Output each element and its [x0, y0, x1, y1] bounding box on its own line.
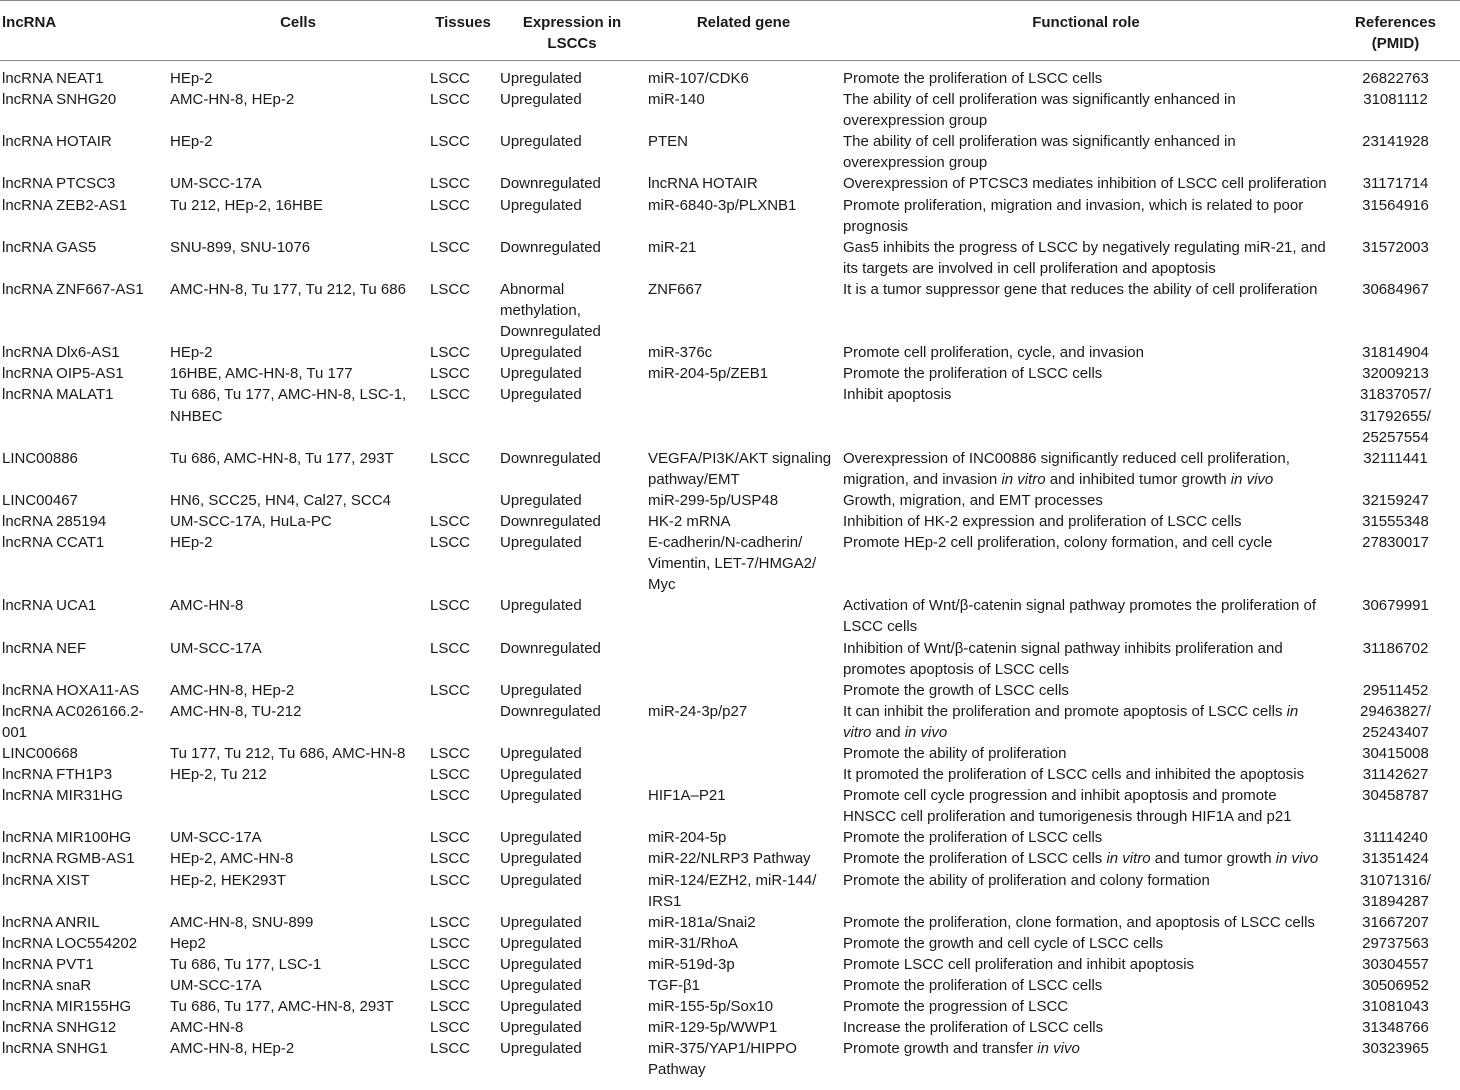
- cell-expression: Downregulated: [500, 702, 601, 720]
- cell-references: 30679991: [1362, 597, 1429, 615]
- cell-expression: Upregulated: [500, 913, 582, 931]
- cell-references: 27830017: [1362, 534, 1429, 552]
- cell-related-gene: miR-519d-3p: [648, 955, 735, 973]
- cell-tissues: LSCC: [430, 766, 471, 784]
- cell-cells: AMC-HN-8, HEp-2: [170, 1040, 295, 1058]
- cell-related-gene: HIF1A–P21: [648, 787, 726, 805]
- table-row: [0, 996, 1460, 1017]
- cell-tissues: LSCC: [430, 365, 471, 383]
- cell-related-gene: miR-31/RhoA: [648, 934, 739, 952]
- cell-tissues: LSCC: [430, 70, 471, 87]
- cell-expression: Upregulated: [500, 1040, 582, 1058]
- cell-lncrna: lncRNA XIST: [2, 871, 90, 889]
- cell-related-gene: TGF-β1: [648, 977, 700, 995]
- cell-expression: Downregulated: [500, 238, 601, 256]
- cell-related-gene: ZNF667: [648, 280, 703, 298]
- cell-functional-role: Overexpression of PTCSC3 mediates inhibition of LSCC cell proliferation: [843, 175, 1327, 193]
- cell-references: 30304557: [1362, 955, 1429, 973]
- cell-functional-role: Promote the ability of proliferation and colony formation: [843, 871, 1210, 889]
- cell-related-gene: PTEN: [648, 133, 689, 151]
- cell-functional-role: Inhibition of HK-2 expression and proliferation of LSCC cells: [843, 512, 1242, 530]
- cell-cells: AMC-HN-8, Tu 177, Tu 212, Tu 686: [170, 280, 406, 298]
- cell-related-gene: miR-155-5p/Sox10: [648, 998, 774, 1016]
- table-row: [0, 237, 1460, 279]
- cell-lncrna: lncRNA SNHG20: [2, 91, 117, 109]
- table-row: [0, 848, 1460, 869]
- cell-lncrna: lncRNA PTCSC3: [2, 175, 116, 193]
- cell-related-gene: miR-140: [648, 91, 705, 109]
- cell-expression: Upregulated: [500, 766, 582, 784]
- cell-expression: Downregulated: [500, 639, 601, 657]
- cell-cells: HEp-2: [170, 534, 213, 552]
- table-row: [0, 1038, 1460, 1080]
- cell-references: 31171714: [1362, 175, 1429, 193]
- table-row: [0, 912, 1460, 933]
- cell-related-gene: [646, 595, 841, 637]
- cell-references: 31142627: [1362, 766, 1429, 784]
- table-row: [0, 173, 1460, 194]
- cell-lncrna: lncRNA ANRIL: [2, 913, 100, 931]
- table-row: [0, 954, 1460, 975]
- table-row: [0, 764, 1460, 785]
- cell-expression: Downregulated: [500, 175, 601, 193]
- cell-cells: Hep2: [170, 934, 206, 952]
- cell-cells: Tu 686, Tu 177, LSC-1: [170, 955, 322, 973]
- cell-cells: SNU-899, SNU-1076: [170, 238, 311, 256]
- col-header-related-gene: Related gene: [646, 1, 841, 61]
- cell-references: 31081043: [1362, 998, 1429, 1016]
- cell-references: 32111441: [1363, 449, 1428, 467]
- cell-cells: HN6, SCC25, HN4, Cal27, SCC4: [170, 491, 391, 509]
- cell-tissues: LSCC: [430, 449, 471, 467]
- cell-related-gene: miR-24-3p/p27: [648, 702, 748, 720]
- cell-lncrna: lncRNA GAS5: [2, 238, 97, 256]
- cell-cells: Tu 686, Tu 177, AMC-HN-8, 293T: [170, 998, 394, 1016]
- cell-cells: HEp-2: [170, 70, 213, 87]
- cell-lncrna: lncRNA HOTAIR: [2, 133, 112, 151]
- table-row: [0, 342, 1460, 363]
- cell-tissues: LSCC: [430, 639, 471, 657]
- cell-references: 31814904: [1362, 344, 1429, 362]
- cell-related-gene: miR-376c: [648, 344, 713, 362]
- cell-functional-role: Promote the growth and cell cycle of LSCC cells: [843, 934, 1164, 952]
- table-row: [0, 595, 1460, 637]
- cell-references: 31071316/ 31894287: [1360, 871, 1431, 910]
- cell-functional-role: Promote the proliferation of LSCC cells: [843, 977, 1103, 995]
- cell-tissues: LSCC: [430, 512, 471, 530]
- cell-tissues: LSCC: [430, 91, 471, 109]
- cell-functional-role: It can inhibit the proliferation and promote apoptosis of LSCC cells in vitro and in vivo: [843, 702, 1299, 741]
- cell-tissues: LSCC: [430, 344, 471, 362]
- cell-references: 31555348: [1362, 512, 1429, 530]
- cell-related-gene: [646, 384, 841, 447]
- cell-lncrna: lncRNA RGMB-AS1: [2, 850, 135, 868]
- cell-tissues: LSCC: [430, 871, 471, 889]
- cell-tissues: LSCC: [430, 913, 471, 931]
- table-row: [0, 532, 1460, 595]
- cell-lncrna: lncRNA Dlx6-AS1: [2, 344, 120, 362]
- cell-functional-role: Promote LSCC cell proliferation and inhibit apoptosis: [843, 955, 1195, 973]
- cell-tissues: LSCC: [430, 597, 471, 615]
- header-row: [0, 1, 1460, 61]
- table-row: [0, 743, 1460, 764]
- cell-functional-role: It is a tumor suppressor gene that reduces the ability of cell proliferation: [843, 280, 1318, 298]
- cell-references: 31351424: [1362, 850, 1429, 868]
- col-header-cells: Cells: [168, 1, 428, 61]
- cell-references: 31837057/ 31792655/ 25257554: [1360, 386, 1431, 446]
- cell-tissues: LSCC: [430, 196, 471, 214]
- cell-tissues: LSCC: [430, 534, 471, 552]
- cell-related-gene: miR-299-5p/USP48: [648, 491, 779, 509]
- cell-lncrna: lncRNA CCAT1: [2, 534, 105, 552]
- cell-functional-role: Activation of Wnt/β-catenin signal pathway promotes the proliferation of LSCC cells: [843, 597, 1317, 636]
- cell-expression: Upregulated: [500, 344, 582, 362]
- cell-expression: Upregulated: [500, 681, 582, 699]
- col-header-references: References (PMID): [1331, 1, 1460, 61]
- cell-expression: Upregulated: [500, 70, 582, 87]
- cell-references: 31081112: [1363, 91, 1428, 109]
- cell-lncrna: lncRNA SNHG12: [2, 1019, 117, 1037]
- cell-related-gene: miR-375/YAP1/HIPPO Pathway: [648, 1040, 797, 1079]
- cell-cells: UM-SCC-17A: [170, 639, 262, 657]
- cell-tissues: LSCC: [430, 681, 471, 699]
- cell-expression: Upregulated: [500, 829, 582, 847]
- cell-tissues: LSCC: [430, 787, 471, 805]
- cell-functional-role: The ability of cell proliferation was significantly enhanced in overexpression group: [843, 91, 1236, 130]
- cell-expression: Upregulated: [500, 133, 582, 151]
- cell-functional-role: Promote the progression of LSCC: [843, 998, 1069, 1016]
- cell-tissues: LSCC: [430, 977, 471, 995]
- cell-cells: Tu 177, Tu 212, Tu 686, AMC-HN-8: [170, 745, 406, 762]
- cell-functional-role: Inhibition of Wnt/β-catenin signal pathway inhibits proliferation and promotes apoptosis of LSCC cells: [843, 639, 1283, 678]
- cell-tissues: LSCC: [430, 1040, 471, 1058]
- table-row: [0, 195, 1460, 237]
- cell-lncrna: lncRNA MALAT1: [2, 386, 114, 404]
- cell-functional-role: Promote the proliferation of LSCC cells in vitro and tumor growth in vivo: [843, 850, 1319, 868]
- cell-related-gene: miR-124/EZH2, miR-144/ IRS1: [648, 871, 817, 910]
- cell-references: 31186702: [1362, 639, 1429, 657]
- cell-lncrna: lncRNA AC026166.2-001: [2, 702, 144, 741]
- cell-expression: Upregulated: [500, 745, 582, 762]
- cell-lncrna: lncRNA MIR100HG: [2, 829, 132, 847]
- cell-tissues: LSCC: [430, 386, 471, 404]
- cell-references: 30684967: [1362, 280, 1429, 298]
- cell-cells: Tu 686, AMC-HN-8, Tu 177, 293T: [170, 449, 394, 467]
- table-row: [0, 680, 1460, 701]
- cell-functional-role: Inhibit apoptosis: [843, 386, 952, 404]
- cell-references: 31114240: [1363, 829, 1428, 847]
- cell-cells: HEp-2, Tu 212: [170, 766, 267, 784]
- cell-tissues: LSCC: [430, 955, 471, 973]
- cell-lncrna: lncRNA UCA1: [2, 597, 97, 615]
- cell-related-gene: [646, 743, 841, 764]
- cell-references: 32009213: [1362, 365, 1429, 383]
- cell-expression: Downregulated: [500, 512, 601, 530]
- cell-references: 26822763: [1362, 70, 1429, 87]
- cell-cells: UM-SCC-17A: [170, 977, 262, 995]
- cell-references: 30323965: [1362, 1040, 1429, 1058]
- cell-lncrna: lncRNA HOXA11-AS: [2, 681, 140, 699]
- table-row: [0, 933, 1460, 954]
- cell-expression: Upregulated: [500, 955, 582, 973]
- table-row: [0, 490, 1460, 511]
- cell-references: 30415008: [1362, 745, 1429, 762]
- table-row: [0, 701, 1460, 743]
- cell-related-gene: VEGFA/PI3K/AKT signaling pathway/EMT: [648, 449, 832, 488]
- cell-functional-role: Growth, migration, and EMT processes: [843, 491, 1103, 509]
- cell-functional-role: Promote the growth of LSCC cells: [843, 681, 1069, 699]
- cell-cells: AMC-HN-8, TU-212: [170, 702, 302, 720]
- cell-tissues: LSCC: [430, 934, 471, 952]
- cell-cells: [168, 785, 428, 827]
- cell-lncrna: lncRNA snaR: [2, 977, 92, 995]
- cell-cells: 16HBE, AMC-HN-8, Tu 177: [170, 365, 353, 383]
- cell-lncrna: lncRNA MIR155HG: [2, 998, 132, 1016]
- table-row: [0, 870, 1460, 912]
- cell-expression: Abnormal methylation, Downregulated: [500, 280, 601, 341]
- cell-functional-role: Promote HEp-2 cell proliferation, colony formation, and cell cycle: [843, 534, 1273, 552]
- cell-lncrna: lncRNA FTH1P3: [2, 766, 113, 784]
- table-row: [0, 827, 1460, 848]
- cell-lncrna: lncRNA MIR31HG: [2, 787, 123, 805]
- cell-related-gene: miR-6840-3p/PLXNB1: [648, 196, 797, 214]
- cell-related-gene: miR-107/CDK6: [648, 70, 749, 87]
- table-row: [0, 785, 1460, 827]
- col-header-lncrna: lncRNA: [0, 1, 168, 61]
- cell-tissues: LSCC: [430, 745, 471, 762]
- cell-tissues: [428, 490, 498, 511]
- cell-cells: UM-SCC-17A: [170, 175, 262, 193]
- table-row: [0, 975, 1460, 996]
- cell-related-gene: [646, 638, 841, 680]
- cell-references: 23141928: [1362, 133, 1429, 151]
- table-row: [0, 638, 1460, 680]
- col-header-tissues: Tissues: [428, 1, 498, 61]
- cell-lncrna: LINC00467: [2, 491, 78, 509]
- cell-related-gene: [646, 680, 841, 701]
- cell-cells: UM-SCC-17A, HuLa-PC: [170, 512, 332, 530]
- cell-lncrna: lncRNA OIP5-AS1: [2, 365, 124, 383]
- cell-expression: Upregulated: [500, 491, 582, 509]
- cell-cells: HEp-2, HEK293T: [170, 871, 286, 889]
- cell-lncrna: LINC00668: [2, 745, 78, 762]
- cell-expression: Upregulated: [500, 787, 582, 805]
- cell-functional-role: Promote cell proliferation, cycle, and invasion: [843, 344, 1144, 362]
- cell-references: 30458787: [1362, 787, 1429, 805]
- cell-functional-role: Promote the proliferation of LSCC cells: [843, 70, 1103, 87]
- cell-expression: Upregulated: [500, 597, 582, 615]
- cell-references: 31348766: [1362, 1019, 1429, 1037]
- cell-tissues: LSCC: [430, 175, 471, 193]
- cell-expression: Upregulated: [500, 534, 582, 552]
- cell-expression: Upregulated: [500, 386, 582, 404]
- cell-tissues: [428, 701, 498, 743]
- cell-references: 32159247: [1362, 491, 1429, 509]
- cell-tissues: LSCC: [430, 850, 471, 868]
- cell-expression: Upregulated: [500, 998, 582, 1016]
- cell-lncrna: lncRNA PVT1: [2, 955, 94, 973]
- cell-expression: Upregulated: [500, 977, 582, 995]
- cell-functional-role: Gas5 inhibits the progress of LSCC by negatively regulating miR-21, and its targets are involved in cell proliferation and apoptosis: [843, 238, 1326, 277]
- table-row: [0, 61, 1460, 90]
- cell-related-gene: HK-2 mRNA: [648, 512, 731, 530]
- table-row: [0, 511, 1460, 532]
- table-row: [0, 89, 1460, 131]
- cell-references: 31667207: [1362, 913, 1429, 931]
- table-row: [0, 131, 1460, 173]
- cell-functional-role: Promote the proliferation, clone formation, and apoptosis of LSCC cells: [843, 913, 1315, 931]
- cell-cells: UM-SCC-17A: [170, 829, 262, 847]
- cell-expression: Downregulated: [500, 449, 601, 467]
- cell-references: 29737563: [1362, 934, 1429, 952]
- cell-tissues: LSCC: [430, 238, 471, 256]
- cell-lncrna: lncRNA SNHG1: [2, 1040, 108, 1058]
- col-header-expression: Expression in LSCCs: [498, 1, 646, 61]
- cell-expression: Upregulated: [500, 934, 582, 952]
- cell-expression: Upregulated: [500, 365, 582, 383]
- cell-lncrna: lncRNA ZNF667-AS1: [2, 280, 144, 298]
- cell-cells: HEp-2: [170, 344, 213, 362]
- table-body: [0, 61, 1460, 1081]
- cell-expression: Upregulated: [500, 1019, 582, 1037]
- cell-lncrna: lncRNA ZEB2-AS1: [2, 196, 128, 214]
- cell-functional-role: Increase the proliferation of LSCC cells: [843, 1019, 1104, 1037]
- cell-cells: AMC-HN-8, HEp-2: [170, 91, 295, 109]
- cell-functional-role: Promote growth and transfer in vivo: [843, 1040, 1080, 1058]
- cell-cells: HEp-2: [170, 133, 213, 151]
- table-row: [0, 384, 1460, 447]
- cell-references: 30506952: [1362, 977, 1429, 995]
- cell-lncrna: lncRNA 285194: [2, 512, 107, 530]
- table-row: [0, 279, 1460, 342]
- cell-references: 31572003: [1362, 238, 1429, 256]
- cell-cells: AMC-HN-8: [170, 597, 244, 615]
- cell-tissues: LSCC: [430, 998, 471, 1016]
- cell-expression: Upregulated: [500, 850, 582, 868]
- cell-functional-role: The ability of cell proliferation was significantly enhanced in overexpression group: [843, 133, 1236, 172]
- cell-references: 29463827/ 25243407: [1360, 702, 1431, 741]
- cell-references: 31564916: [1362, 196, 1429, 214]
- cell-related-gene: miR-181a/Snai2: [648, 913, 756, 931]
- cell-functional-role: Promote the proliferation of LSCC cells: [843, 829, 1103, 847]
- cell-expression: Upregulated: [500, 871, 582, 889]
- table-row: [0, 1017, 1460, 1038]
- cell-tissues: LSCC: [430, 280, 471, 298]
- cell-functional-role: Promote the proliferation of LSCC cells: [843, 365, 1103, 383]
- table-row: [0, 448, 1460, 490]
- cell-lncrna: lncRNA NEAT1: [2, 70, 104, 87]
- cell-functional-role: Promote cell cycle progression and inhibit apoptosis and promote HNSCC cell proliferation and tumorigenesis through HIF1A and p21: [843, 787, 1292, 826]
- col-header-functional-role: Functional role: [841, 1, 1331, 61]
- cell-functional-role: It promoted the proliferation of LSCC cells and inhibited the apoptosis: [843, 766, 1305, 784]
- cell-tissues: LSCC: [430, 1019, 471, 1037]
- cell-related-gene: E-cadherin/N-cadherin/ Vimentin, LET-7/HMGA2/ Myc: [648, 534, 817, 594]
- cell-related-gene: miR-204-5p/ZEB1: [648, 365, 769, 383]
- cell-related-gene: miR-204-5p: [648, 829, 727, 847]
- cell-cells: AMC-HN-8, SNU-899: [170, 913, 314, 931]
- cell-expression: Upregulated: [500, 196, 582, 214]
- cell-related-gene: miR-129-5p/WWP1: [648, 1019, 778, 1037]
- cell-functional-role: Overexpression of INC00886 significantly reduced cell proliferation, migration, and invasion in vitro and inhibited tumor growth in vivo: [843, 449, 1290, 488]
- cell-lncrna: lncRNA NEF: [2, 639, 87, 657]
- cell-tissues: LSCC: [430, 133, 471, 151]
- cell-related-gene: miR-21: [648, 238, 697, 256]
- cell-related-gene: miR-22/NLRP3 Pathway: [648, 850, 811, 868]
- cell-expression: Upregulated: [500, 91, 582, 109]
- cell-references: 29511452: [1362, 681, 1429, 699]
- cell-cells: AMC-HN-8: [170, 1019, 244, 1037]
- table-row: [0, 363, 1460, 384]
- cell-cells: AMC-HN-8, HEp-2: [170, 681, 295, 699]
- cell-tissues: LSCC: [430, 829, 471, 847]
- cell-related-gene: [646, 764, 841, 785]
- cell-functional-role: Promote the ability of proliferation: [843, 745, 1067, 762]
- cell-cells: Tu 212, HEp-2, 16HBE: [170, 196, 323, 214]
- cell-cells: HEp-2, AMC-HN-8: [170, 850, 294, 868]
- cell-cells: Tu 686, Tu 177, AMC-HN-8, LSC-1, NHBEC: [170, 386, 407, 425]
- cell-related-gene: lncRNA HOTAIR: [648, 175, 758, 193]
- cell-functional-role: Promote proliferation, migration and invasion, which is related to poor prognosis: [843, 196, 1304, 235]
- cell-lncrna: LINC00886: [2, 449, 78, 467]
- cell-lncrna: lncRNA LOC554202: [2, 934, 138, 952]
